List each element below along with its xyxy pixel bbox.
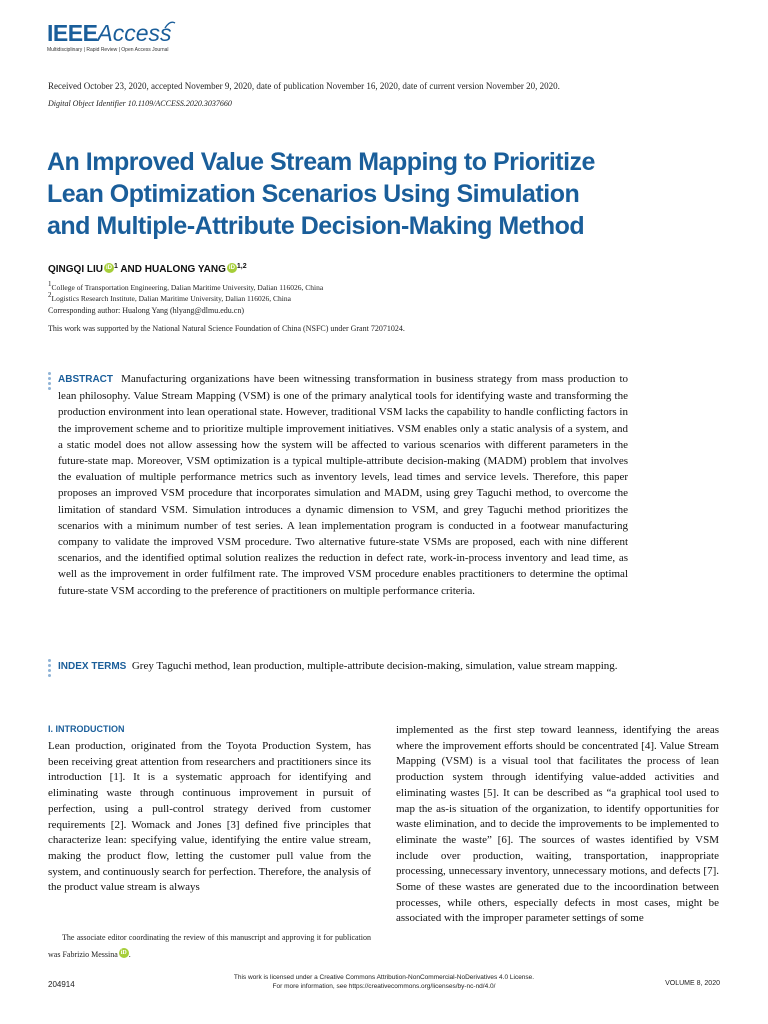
journal-logo	[47, 22, 172, 53]
author-name: QINGQI LIU	[48, 264, 103, 275]
affiliation: 2Logistics Research Institute, Dalian Maritime University, Dalian 116026, China	[48, 291, 291, 303]
index-terms-label: INDEX TERMS	[58, 661, 127, 672]
orcid-icon[interactable]: iD	[228, 265, 235, 271]
funding-statement: This work was supported by the National Natural Science Foundation of China (NSFC) under Grant 72071024.	[48, 324, 405, 333]
affiliation: 1College of Transportation Engineering, Dalian Maritime University, Dalian 116026, China	[48, 280, 324, 292]
section-heading: I. INTRODUCTION	[48, 724, 125, 734]
index-terms-text: Grey Taguchi method, lean production, multiple-attribute decision-making, simulation, value stream mapping.	[131, 660, 618, 672]
abstract	[58, 371, 628, 599]
body-column-right: implemented as the first step toward leanness, identifying the areas where the improvement efforts should be concentrated [4]. Value Stream Mapping (VSM) is a visual tool that facilitates the process of lean production system through identifying value-added activities and eliminating wastes [5]. It can be described as “a graphical tool used to map the as-is situation of the organization, to identify opportunities for waste elimination, and to decide the improvements to be implemented to eliminate the waste” [6]. The sources of wastes identified by VSM include over production, waiting, transportation, inappropriate processing, unnecessary inventory, unnecessary motions, and defects [7]. Some of these wastes are generated due to the incoordination between processes, while others, especially defects in most cases, might be associated with the improper parameter settings of some	[396, 724, 719, 925]
logo-swoosh-icon	[163, 20, 177, 30]
logo-ieee-text: IEEE	[47, 20, 98, 46]
author-list	[48, 263, 247, 275]
body-column-left: Lean production, originated from the Toyota Production System, has been receiving great attention from researchers and practitioners since its introduction [1]. It is a systematic approach for identifying and eliminating waste through continuous improvement in pursuit of perfection, using a pull-control strategy derived from customer requirements [2]. Womack and Jones [3] defined five principles that characterize lean: specifying value, identifying the entire value stream, making the product flow, letting the customer pull value from the system, and continuously search for perfection. Therefore, the analysis of the product value stream is always	[48, 740, 371, 894]
paper-title	[47, 146, 687, 242]
abstract-label: ABSTRACT	[58, 374, 113, 385]
license-link[interactable]: For more information, see https://creativecommons.org/licenses/by-nc-nd/4.0/	[272, 983, 496, 990]
author-name: AND HUALONG YANG	[120, 264, 226, 275]
title-line: An Improved Value Stream Mapping to Prioritize	[47, 148, 595, 176]
author-affil-sup: 1	[114, 263, 118, 270]
logo-access-text: Access	[97, 20, 172, 46]
logo-tagline: Multidisciplinary | Rapid Review | Open Access Journal	[47, 47, 169, 53]
license-notice: This work is licensed under a Creative Commons Attribution-NonCommercial-NoDerivatives 4.0 License. For more information, see https://creativecommons.org/licenses/by-nc-nd/4.0/	[0, 973, 768, 991]
author-affil-sup: 1,2	[236, 263, 247, 270]
corresponding-author: Corresponding author: Hualong Yang (hlyang@dlmu.edu.cn)	[48, 306, 245, 315]
publication-history: Received October 23, 2020, accepted November 9, 2020, date of publication November 16, 2020, date of current version November 20, 2020.	[48, 81, 560, 91]
page-number: 204914	[48, 980, 75, 989]
index-terms-marker-icon	[48, 659, 51, 679]
editor-footnote: The associate editor coordinating the review of this manuscript and approving it for publication was Fabrizio Messina iD .	[48, 933, 371, 959]
index-terms	[58, 658, 628, 675]
title-line: and Multiple-Attribute Decision-Making Method	[47, 212, 585, 240]
orcid-icon[interactable]: iD	[120, 950, 127, 956]
abstract-marker-icon	[48, 372, 51, 392]
abstract-text: Manufacturing organizations have been witnessing transformation in business strategy from mass production to lean philosophy. Value Stream Mapping (VSM) is one of the primary analytical tools for identifying waste and transforming the production environment into lean operational state. However, traditional VSM lacks the capability to handle conflicting factors in the improvement scheme and to prioritize multiple improvement initiatives. VSM enables only a static analysis of a system, and a static model does not allow assessing how the system will be affected to various scenarios with different parameters in the future-state map. Moreover, VSM optimization is a typical multiple-attribute decision-making (MADM) problem that involves the evaluation of multiple performance metrics such as inventory levels, lead times and service levels. Therefore, this paper proposes an improved VSM procedure that incorporates simulation and MADM, using grey Taguchi method, to overcome the limitation of standard VSM. Simulation introduces a dynamic dimension to VSM, and grey Taguchi method prioritizes the scenarios with a minimum number of test series. A lean implementation program is conducted in a footwear manufacturing company to validate the improved VSM procedure. Two alternative future-state VSMs are proposed, each with nine different scenarios, and the identified optimal solution realizes the reduction in defect rate, work-in-process inventory and lead time, as well as the improvement in order fulfilment rate. The improved VSM procedure enables practitioners to determine the optimal future-state VSM according to the preference of practitioners on multiple performance criteria.	[58, 373, 628, 597]
volume-label: VOLUME 8, 2020	[665, 980, 720, 987]
orcid-icon[interactable]: iD	[106, 265, 112, 271]
title-line: Lean Optimization Scenarios Using Simulation	[47, 180, 580, 208]
doi-line: Digital Object Identifier 10.1109/ACCESS.2020.3037660	[48, 99, 232, 108]
